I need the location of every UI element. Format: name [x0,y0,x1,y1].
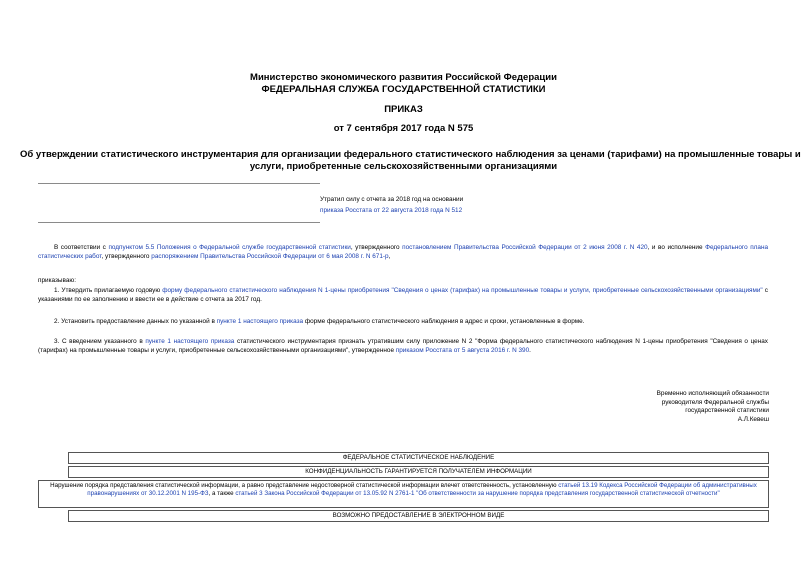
text: 3. С введением указанного в [54,338,146,345]
item-3 [38,338,768,355]
link-rosstat-order[interactable]: приказом Росстата от 5 августа 2016 г. N 390 [395,346,530,354]
signature-block [657,390,769,424]
order-word: приказываю: [38,277,76,284]
text: с указаниями по ее заполнению и ввести ее в действие с отчета за 2017 год. [38,287,768,303]
document-title-line2: услуги, приобретенные сельскохозяйственными организациями [249,161,558,172]
document-type: ПРИКАЗ [384,104,423,115]
form-box-confidentiality [68,466,769,478]
link-admin-code[interactable]: статьей 13.19 Кодекса Российской Федерации об административных правонарушениях от 30.12.2001 N 195-ФЗ [87,482,757,497]
signature-line: руководителя Федеральной службы [661,398,769,406]
form-box-text: ФЕДЕРАЛЬНОЕ СТАТИСТИЧЕСКОЕ НАБЛЮДЕНИЕ [342,454,495,461]
link-order[interactable]: распоряжением Правительства Российской Федерации от 6 мая 2008 г. N 671-р [151,252,389,260]
text: , и во исполнение [647,244,703,251]
separator-line-top [38,183,320,184]
link-clause-1-b[interactable]: пункте 1 настоящего приказа [145,338,235,345]
service-name: ФЕДЕРАЛЬНАЯ СЛУЖБА ГОСУДАРСТВЕННОЙ СТАТИСТИКИ [261,84,546,95]
status-note-text: Утратил силу с отчета за 2018 год на основании [320,196,464,203]
text: статистического инструментария признать утратившим силу приложение N 2 "Форма федерального статистического наблюдения N 1-цены приобретения "Сведения о ценах (тарифах) на промышленные товары и услуги, приобретенные сельскохозяйственными организациями", утвержденное [38,338,769,354]
signature-line: Временно исполняющий обязанности [656,390,769,397]
text: В соответствии с [54,244,109,251]
text: , а также [208,490,236,497]
link-clause-1[interactable]: пункте 1 настоящего приказа [216,318,304,325]
text: , утвержденного [350,244,403,251]
text: форме федерального статистического наблюдения в адрес и сроки, установленные в форме. [303,318,585,325]
status-note-link[interactable]: приказа Росстата от 22 августа 2018 года N 512 [320,206,463,214]
separator-line-bottom [38,222,320,223]
document-title-line1: Об утверждении статистического инструментария для организации федерального статистического наблюдения за ценами (тарифами) на промышленные товары и [20,149,801,160]
preamble-paragraph [38,244,768,261]
link-law[interactable]: статьей 3 Закона Российской Федерации от 13.05.92 N 2761-1 "Об ответственности за нарушение порядка представления государственной статистической отчетности" [235,490,720,497]
document-date-number: от 7 сентября 2017 года N 575 [333,123,474,134]
link-form[interactable]: форму федерального статистического наблюдения N 1-цены приобретения "Сведения о ценах (тарифах) на промышленные товары и услуги, приобретенные сельскохозяйственными организациями" [162,287,763,294]
link-federal-plan[interactable]: Федерального плана статистических работ [38,244,769,260]
signature-line: государственной статистики [685,407,769,415]
item-1 [38,287,768,304]
form-box-liability [38,480,769,508]
item-2 [38,318,768,327]
ministry-name: Министерство экономического развития Российской Федерации [250,72,557,83]
text: , утвержденного [101,252,152,260]
link-resolution[interactable]: постановлением Правительства Российской Федерации от 2 июня 2008 г. N 420 [402,244,648,251]
text: . [529,346,531,354]
text: 1. Утвердить прилагаемую годовую [54,287,163,294]
status-note [320,196,620,215]
form-box-text: ВОЗМОЖНО ПРЕДОСТАВЛЕНИЕ В ЭЛЕКТРОННОМ ВИДЕ [332,512,505,519]
text: 2. Установить предоставление данных по указанной в [54,318,217,325]
signer-name: А.Л.Кевеш [737,415,769,423]
form-box-text: КОНФИДЕНЦИАЛЬНОСТЬ ГАРАНТИРУЕТСЯ ПОЛУЧАТЕЛЕМ ИНФОРМАЦИИ [305,468,532,475]
form-box-electronic [68,510,769,522]
link-regulation[interactable]: подпунктом 5.5 Положения о Федеральной службе государственной статистики [108,244,351,251]
text: Нарушение порядка представления статистической информации, а равно представление недостоверной статистической информации влечет ответственность, установленную [50,482,559,489]
text: , [388,252,391,260]
form-box-observation [68,452,769,464]
